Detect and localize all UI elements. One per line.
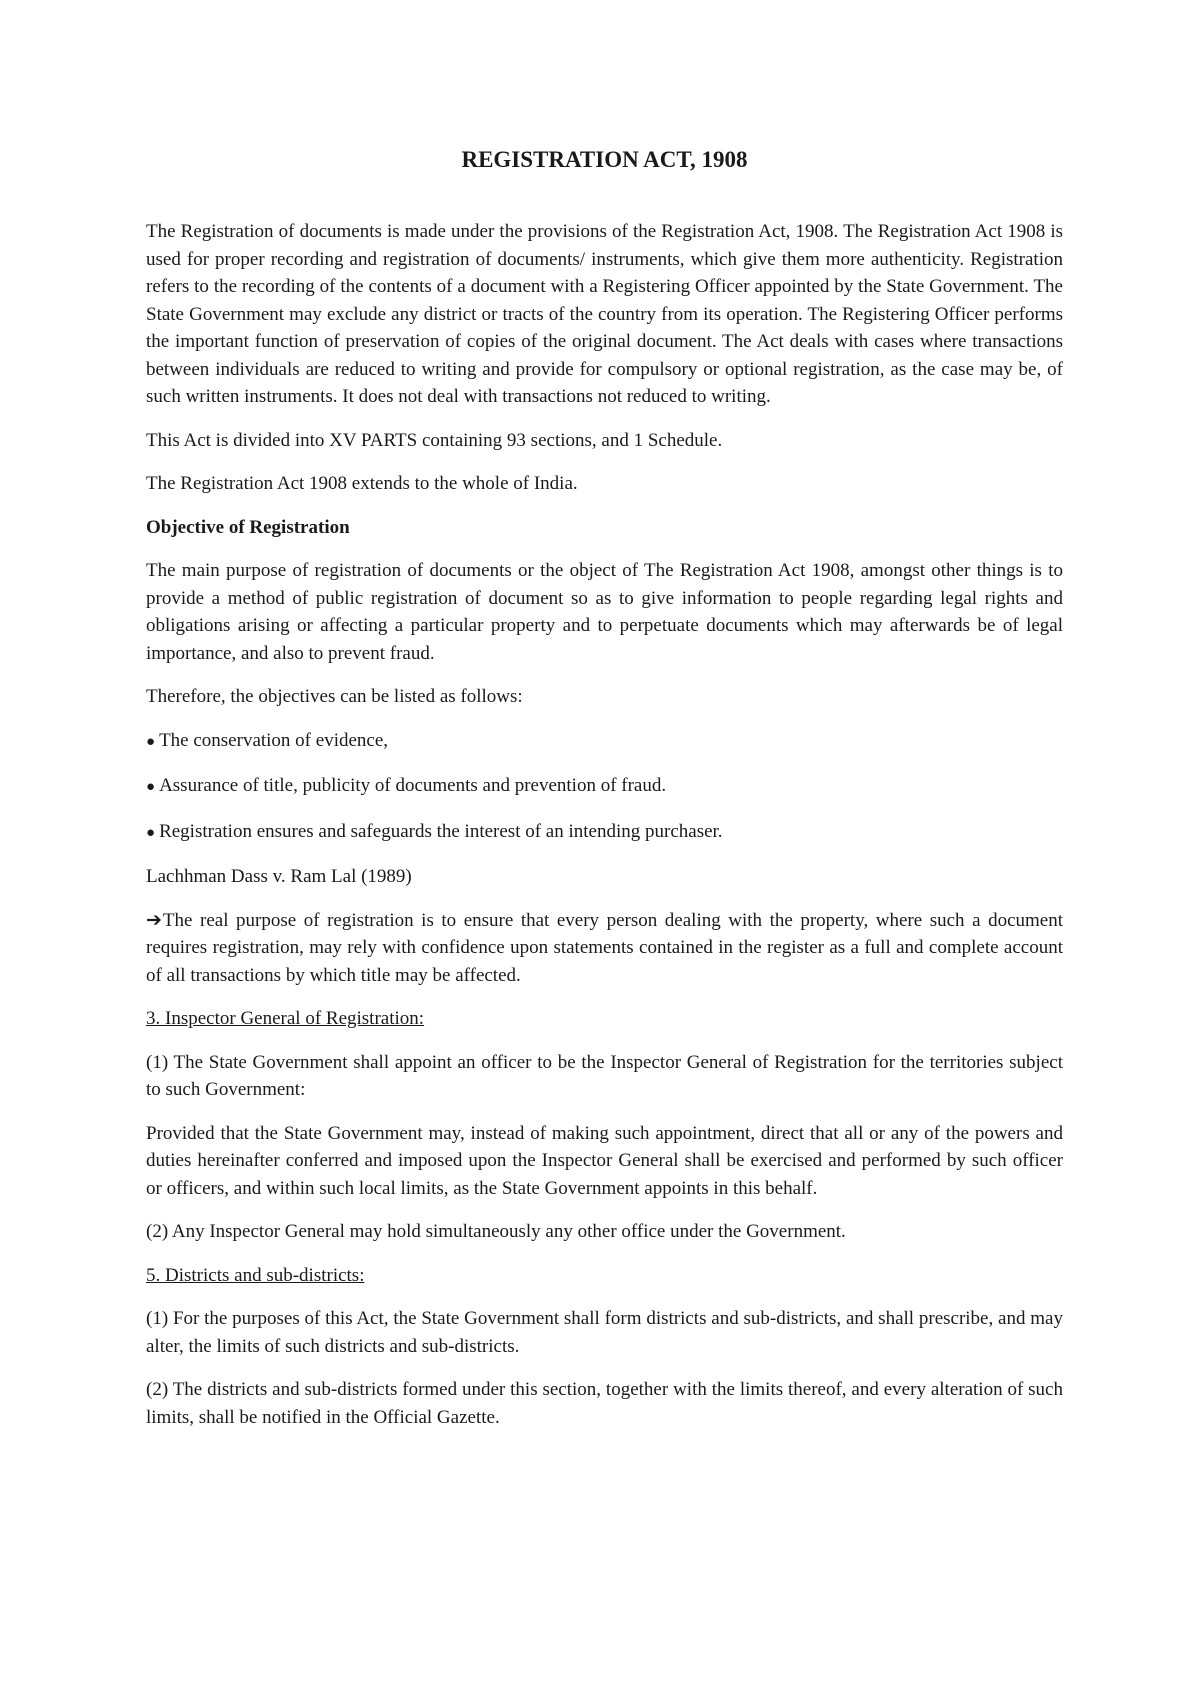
case-text: The real purpose of registration is to ensure that every person dealing with the property, where such a document requires registration, may rely with confidence upon statements contained in the register as a full and complete account of all transactions by which title may be affected. xyxy=(146,909,1063,986)
bullet-text: Assurance of title, publicity of documents and prevention of fraud. xyxy=(159,775,667,796)
bullet-icon: ● xyxy=(146,824,156,841)
section-5-heading: 5. Districts and sub-districts: xyxy=(146,1264,365,1286)
bullet-icon: ● xyxy=(146,779,156,795)
bullet-item xyxy=(146,727,1063,757)
objective-paragraph: The main purpose of registration of documents or the object of The Registration Act 1908, amongst other things is to provide a method of public registration of document so as to give information to people regarding legal rights and obligations arising or affecting a particular property and to perpetuate documents which may afterwards be of legal importance, and also to prevent fraud. xyxy=(146,560,1063,664)
section-5-clause-2: (2) The districts and sub-districts formed under this section, together with the limits thereof, and every alteration of such limits, shall be notified in the Official Gazette. xyxy=(146,1379,1063,1428)
bullet-item xyxy=(146,772,1063,802)
intro-paragraph: The Registration of documents is made under the provisions of the Registration Act, 1908. The Registration Act 1908 is used for proper recording and registration of documents/ instruments, which give them more authenticity. Registration refers to the recording of the contents of a document with a Registering Officer appointed by the State Government. The State Government may exclude any district or tracts of the country from its operation. The Registering Officer performs the important function of preservation of copies of the original document. The Act deals with cases where transactions between individuals are reduced to writing and provide for compulsory or optional registration, as the case may be, of such written instruments. It does not deal with transactions not reduced to writing. xyxy=(146,221,1063,407)
parts-paragraph: This Act is divided into XV PARTS containing 93 sections, and 1 Schedule. xyxy=(146,429,723,451)
section-5-clause-1: (1) For the purposes of this Act, the State Government shall form districts and sub-districts, and shall prescribe, and may alter, the limits of such districts and sub-districts. xyxy=(146,1308,1063,1357)
section-3-heading: 3. Inspector General of Registration: xyxy=(146,1008,425,1029)
section-3-clause-1: (1) The State Government shall appoint an officer to be the Inspector General of Registration for the territories subject to such Government: xyxy=(146,1051,1063,1100)
case-name: Lachhman Dass v. Ram Lal (1989) xyxy=(146,866,412,887)
extent-paragraph: The Registration Act 1908 extends to the whole of India. xyxy=(146,473,578,494)
bullet-icon: ● xyxy=(146,733,156,750)
section-3-clause-2: (2) Any Inspector General may hold simultaneously any other office under the Government. xyxy=(146,1221,846,1242)
objective-heading: Objective of Registration xyxy=(146,516,350,538)
page-title: REGISTRATION ACT, 1908 xyxy=(461,147,748,172)
bullet-text: The conservation of evidence, xyxy=(159,729,389,751)
bullet-item xyxy=(146,818,1063,848)
objectives-lead: Therefore, the objectives can be listed as follows: xyxy=(146,686,523,707)
document-page xyxy=(146,145,1063,1447)
case-paragraph xyxy=(146,907,1063,990)
arrow-icon: ➔ xyxy=(146,909,162,931)
bullet-text: Registration ensures and safeguards the interest of an intending purchaser. xyxy=(159,820,723,842)
section-3-proviso: Provided that the State Government may, instead of making such appointment, direct that all or any of the powers and duties hereinafter conferred and imposed upon the Inspector General shall be exercised and performed by such officer or officers, and within such local limits, as the State Government appoints in this behalf. xyxy=(146,1122,1063,1199)
